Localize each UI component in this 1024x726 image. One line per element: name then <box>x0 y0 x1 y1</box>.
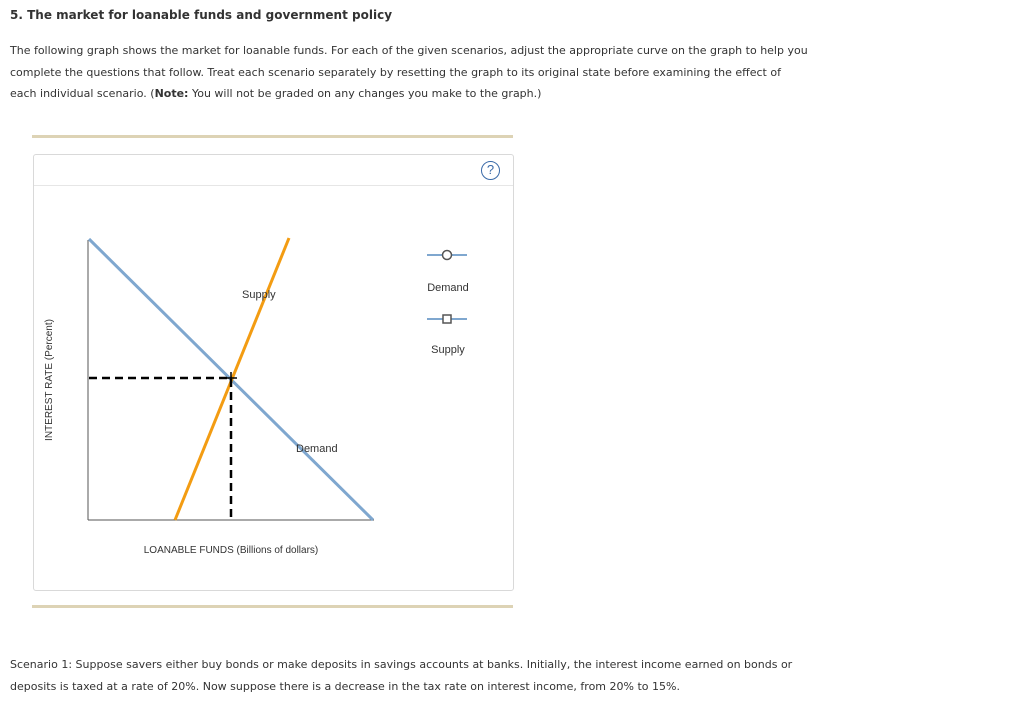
demand-curve-label: Demand <box>296 443 338 455</box>
supply-curve-label: Supply <box>242 289 276 301</box>
supply-square-handle-icon[interactable] <box>443 315 451 323</box>
palette-supply-label: Supply <box>431 344 465 356</box>
scenario-paragraph: Scenario 1: Suppose savers either buy bonds or make deposits in savings accounts at banks. Initially, the interest income earned on bonds or deposits is taxed at a rate of 20%. Now suppose there is a decrease in the tax rate on interest income, from 20% to 15%. <box>10 658 793 693</box>
note-label: Note: <box>154 87 189 100</box>
top-divider <box>32 135 513 138</box>
demand-tool[interactable] <box>427 251 469 295</box>
graph-panel <box>33 154 514 591</box>
x-axis-label: LOANABLE FUNDS (Billions of dollars) <box>143 545 319 556</box>
intro-text-2: You will not be graded on any changes you make to the graph.) <box>188 87 542 100</box>
bottom-divider <box>32 605 513 608</box>
supply-tool[interactable] <box>427 315 467 356</box>
y-axis-label: INTEREST RATE (Percent) <box>44 319 55 441</box>
intro-text-1: The following graph shows the market for loanable funds. For each of the given scenarios, adjust the appropriate curve on the graph to help you complete the questions that follow. Treat each scenario separately by resetting the graph to its original state before examining the effect of each individual scenario. ( <box>10 44 808 100</box>
palette-demand-label: Demand <box>427 282 469 294</box>
demand-circle-handle-icon[interactable] <box>443 251 452 260</box>
intro-paragraph <box>10 40 810 105</box>
question-title: 5. The market for loanable funds and government policy <box>10 8 393 22</box>
help-icon[interactable]: ? <box>481 161 500 180</box>
loanable-funds-graph <box>34 155 513 590</box>
